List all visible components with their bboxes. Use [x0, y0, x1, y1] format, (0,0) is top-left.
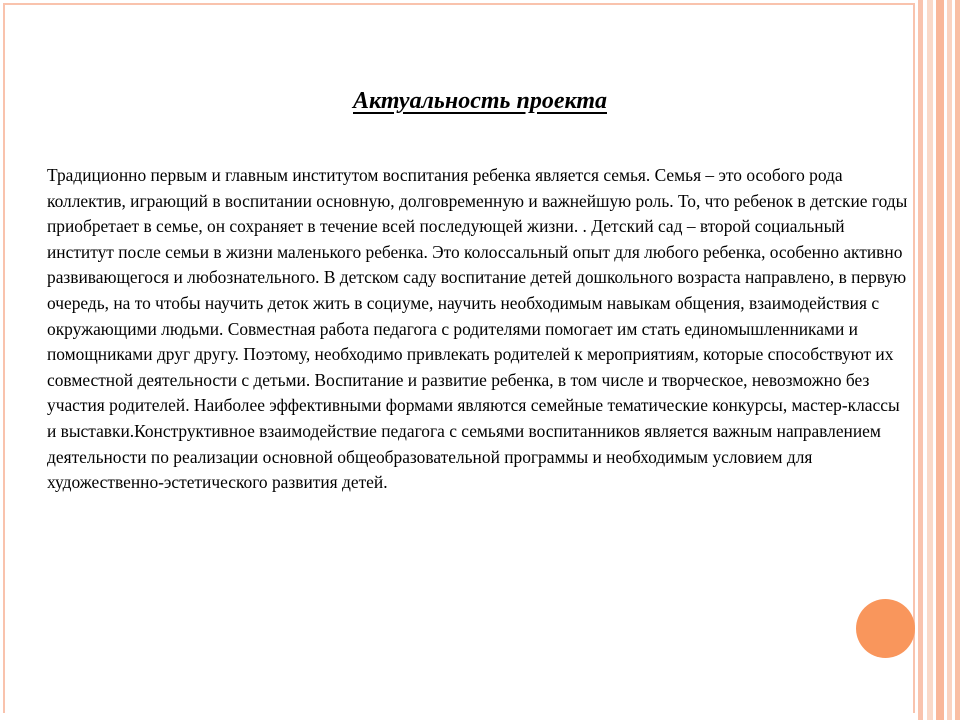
- decorative-circle: [856, 599, 915, 658]
- slide-title: Актуальность проекта: [353, 88, 607, 114]
- slide-body-text: Традиционно первым и главным институтом воспитания ребенка является семья. Семья – это особого рода коллектив, играющий в воспитании основную, долговременную и важнейшую роль. То, что ребенок в детские годы приобретает в семье, он сохраняет в течение всей последующей жизни. . Детский сад – второй социальный институт после семьи в жизни маленького ребенка. Это колоссальный опыт для любого ребенка, особенно активно развивающегося и любознательного. В детском саду воспитание детей дошкольного возраста направлено, в первую очередь, на то чтобы научить деток жить в социуме, научить необходимым навыкам общения, взаимодействия с окружающими людьми. Совместная работа педагога с родителями помогает им стать единомышленниками и помощниками друг другу. Поэтому, необходимо привлекать родителей к мероприятиям, которые способствуют их совместной деятельности с детьми. Воспитание и развитие ребенка, в том числе и творческое, невозможно без участия родителей. Наиболее эффективными формами являются семейные тематические конкурсы, мастер-классы и выставки.Конструктивное взаимодействие педагога с семьями воспитанников является важным направлением деятельности по реализации основной общеобразовательной программы и необходимым условием для художественно-эстетического развития детей.: [47, 165, 908, 493]
